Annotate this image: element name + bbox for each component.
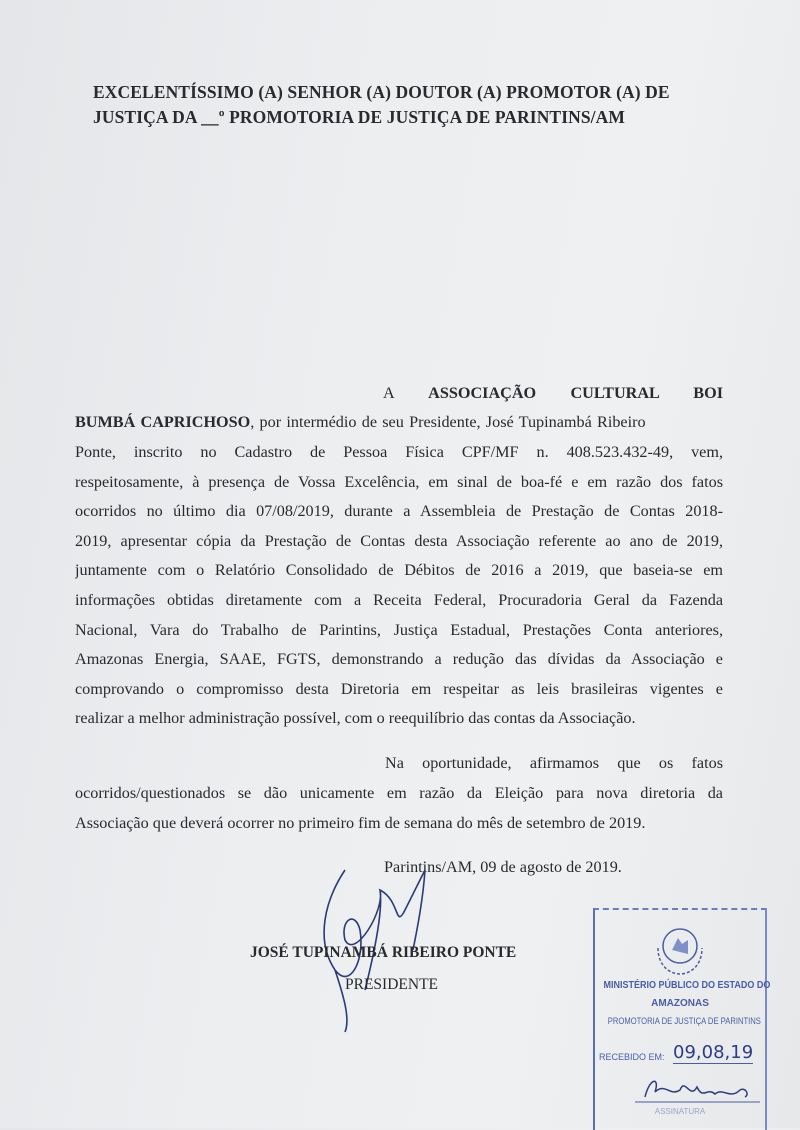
stamp-line-3: PROMOTORIA DE JUSTIÇA DE PARINTINS [607,1016,761,1026]
receiver-signature [635,1072,760,1107]
paragraph-1-line: ocorridos no último dia 07/08/2019, durante a Assembleia de Prestação de Contas 2018- [75,502,723,521]
signatory-name: JOSÉ TUPINAMBÁ RIBEIRO PONTE [250,944,517,961]
received-stamp [593,908,771,1130]
date-line: Parintins/AM, 09 de agosto de 2019. [384,858,622,876]
paragraph-1-line: juntamente com o Relatório Consolidado de Débitos de 2016 a 2019, que baseia-se em [75,561,723,580]
paragraph-1-line: comprovando o compromisso desta Diretoria em respeitar as leis brasileiras vigentes e [75,679,723,698]
received-date: 09,08,19 [673,1042,754,1063]
lead-word: A [383,384,394,402]
stamp-line-1: MINISTÉRIO PÚBLICO DO ESTADO DO [603,980,771,991]
signatory-role: PRESIDENTE [345,976,438,993]
paragraph-1-line: informações obtidas diretamente com a Receita Federal, Procuradoria Geral da Fazenda [75,591,723,609]
line-text: , por intermédio de seu Presidente, José Tupinambá Ribeiro [250,413,646,431]
header-line-1: EXCELENTÍSSIMO (A) SENHOR (A) DOUTOR (A) PROMOTOR (A) DE [93,82,670,102]
paragraph-1-line: Ponte, inscrito no Cadastro de Pessoa Física CPF/MF n. 408.523.432-49, vem, [75,443,723,461]
paragraph-2-line: ocorridos/questionados se dão unicamente em razão da Eleição para nova diretoria da [75,784,723,802]
association-name: ASSOCIAÇÃO CULTURAL BOI [428,384,723,402]
paragraph-2-line: Na oportunidade, afirmamos que os fatos [385,754,723,772]
received-label: RECEBIDO EM: [599,1052,665,1062]
paragraph-1-line: 2019, apresentar cópia da Prestação de Contas desta Associação referente ao ano de 2019, [75,531,723,550]
paragraph-1-line [383,383,723,403]
paragraph-1-line: Nacional, Vara do Trabalho de Parintins, Justiça Estadual, Prestações Conta anteriores, [75,620,723,639]
paragraph-1-line: Amazonas Energia, SAAE, FGTS, demonstrando a redução das dívidas da Associação e [75,650,723,669]
header-line-2: JUSTIÇA DA __º PROMOTORIA DE JUSTIÇA DE PARINTINS/AM [93,107,626,127]
association-name-cont: BUMBÁ CAPRICHOSO [75,413,251,431]
coat-of-arms-icon [650,918,710,978]
paragraph-1-line: realizar a melhor administração possível, com o reequilíbrio das contas da Associação. [75,709,636,728]
signature-label: ASSINATURA [654,1107,706,1116]
stamp-line-2: AMAZONAS [651,998,709,1009]
paragraph-2-line: Associação que deverá ocorrer no primeiro fim de semana do mês de setembro de 2019. [75,814,646,832]
paragraph-1-line: respeitosamente, à presença de Vossa Excelência, em sinal de boa-fé e em razão dos fatos [75,472,723,491]
paragraph-1-line [75,412,723,432]
